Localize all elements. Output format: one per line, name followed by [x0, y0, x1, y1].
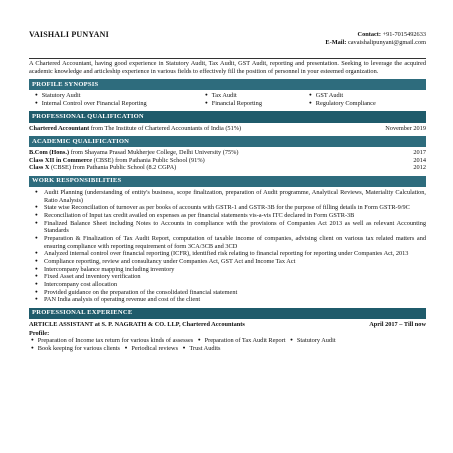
contact-block [325, 31, 426, 46]
career-summary: A Chartered Accountant, having good experience in Statutory Audit, Tax Audit, GST Audit, reporting and presentation. Seeking to leverage the acquired academic knowledge and articleship experience in various fields to effectively fill the position of personnel in your esteemed organization. [29, 60, 426, 75]
list-item: ● State wise Reconciliation of turnover as per books of accounts with GSTR-1 and GSTR-3B for the purpose of filling details in Form GSTR-9/9C [35, 204, 426, 212]
academic-year: 2017 [413, 149, 426, 157]
academic-text [29, 157, 205, 165]
list-item: ● Intercompany balance mapping including inventory [35, 266, 426, 274]
qualification-date: November 2019 [385, 124, 426, 132]
experience-profile-list [31, 337, 426, 352]
work-responsibilities-list [35, 189, 426, 304]
list-item: ● PAN India analysis of operating revenue and cost of the client [35, 296, 426, 304]
list-item: ● Intercompany cost allocation [35, 281, 426, 289]
list-item: ● Internal Control over Financial Reporting [35, 100, 205, 108]
section-heading-professional-qualification: PROFESSIONAL QUALIFICATION [29, 111, 426, 122]
list-item: ● Trust Audits [183, 345, 221, 352]
list-item: ● Compliance reporting, review and consultancy under Companies Act, GST Act and Income Tax Act [35, 258, 426, 266]
list-item: ● Financial Reporting [205, 100, 309, 108]
list-item: ● Periodical reviews [125, 345, 178, 352]
phone-line [325, 31, 426, 39]
academic-detail: from Shayama Prasad Mukherjee College, Delhi University (75%) [69, 149, 239, 157]
email-label: E-Mail: [325, 38, 347, 46]
qualification-detail: from The Institute of Chartered Accountants of India (51%) [89, 124, 242, 132]
professional-qualification-row [29, 125, 426, 133]
qualification-degree: Chartered Accountant [29, 124, 90, 132]
section-heading-academic-qualification: ACADEMIC QUALIFICATION [29, 136, 426, 147]
academic-qualification-list [29, 149, 426, 172]
section-heading-professional-experience: PROFESSIONAL EXPERIENCE [29, 308, 426, 319]
academic-year: 2014 [413, 156, 426, 164]
list-item: ● Finalized Balance Sheet including Notes to Accounts in compliance with the provisions of Companies Act 2013 as well as relevant Accounting Standards [35, 220, 426, 235]
list-item: ● Analyzed internal control over financial reporting (ICFR), identified risk relating to financial reporting for reporting under Companies Act, 2013 [35, 250, 426, 258]
academic-degree: Class X [29, 164, 50, 172]
phone-number: +91-7015492633 [382, 31, 426, 38]
list-item: ● Tax Audit [205, 92, 309, 100]
list-item: ● Fixed Asset and inventory verification [35, 273, 426, 281]
email-address[interactable]: cavaishalipunyani@gmail.com [347, 38, 426, 46]
academic-degree: B.Com (Hons.) [29, 149, 70, 157]
experience-role: ARTICLE ASSISTANT at S. P. NAGRATH & CO. LLP, Chartered Accountants [29, 320, 245, 328]
candidate-name: VAISHALI PUNYANI [29, 30, 109, 39]
academic-row [29, 157, 426, 165]
email-line [325, 39, 426, 47]
header-divider [29, 58, 426, 59]
contact-label: Contact: [357, 31, 381, 38]
list-item: ● Statutory Audit [290, 337, 335, 344]
academic-text [29, 164, 176, 172]
section-heading-profile-synopsis: PROFILE SYNOPSIS [29, 79, 426, 90]
academic-detail: (CBSE) from Pathania Public School (91%) [92, 156, 205, 164]
list-item: ● Audit Planning (understanding of entity's business, scope finalization, preparation of Audit programme, Analytical Reviews, Materiality Calculation, Ratio Analysis) [35, 189, 426, 204]
academic-row [29, 164, 426, 172]
list-item: ● Preparation & Finalization of Tax Audit Report, computation of taxable income of companies, advising client on various tax related matters and ensuring compliance with reporting requirement of form 3CA/3CB and 3CD [35, 235, 426, 250]
academic-degree: Class XII in Commerce [29, 156, 93, 164]
profile-label: Profile: [29, 329, 50, 337]
list-item: ● Statutory Audit [35, 92, 205, 100]
list-item: ● Reconciliation of Input tax credit availed on expenses as per financial statements vis-a-vis ITC declared in Form GSTR-3B [35, 212, 426, 220]
profile-synopsis-list [35, 92, 426, 107]
resume-header [29, 0, 426, 58]
list-item: ● Book keeping for various clients [31, 345, 120, 352]
list-item: ● Preparation of Tax Audit Report [198, 337, 286, 344]
experience-period: April 2017 – Till now [369, 320, 426, 328]
section-heading-work-responsibilities: WORK RESPONSIBILITIES [29, 176, 426, 187]
academic-text [29, 149, 239, 157]
academic-year: 2012 [413, 164, 426, 172]
list-item: ● Regulatory Compliance [309, 100, 426, 108]
academic-detail: (CBSE) from Pathania Public School (8.2 CGPA) [49, 164, 177, 172]
qualification-text [29, 125, 241, 133]
list-item: ● Provided guidance on the preparation of the consolidated financial statement [35, 289, 426, 297]
academic-row [29, 149, 426, 157]
experience-row [29, 321, 426, 329]
list-item: ● Preparation of Income tax return for various kinds of assesses [31, 337, 193, 344]
list-item: ● GST Audit [309, 92, 426, 100]
